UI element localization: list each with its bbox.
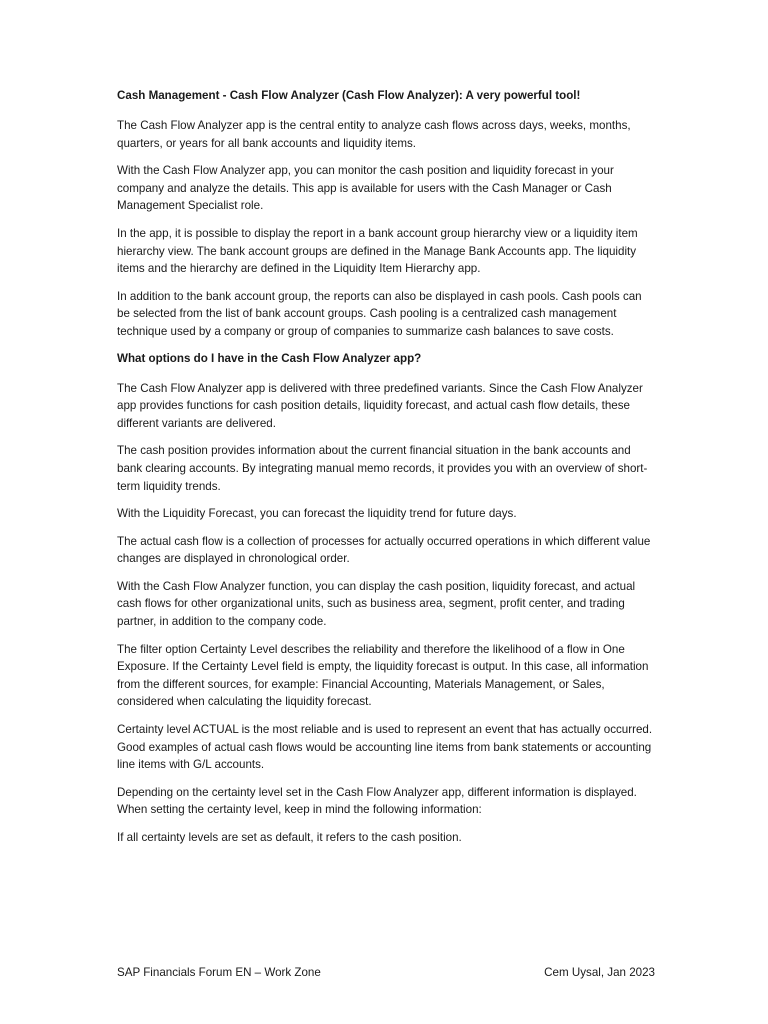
paragraph: Certainty level ACTUAL is the most reliable and is used to represent an event that has actually occurred. Good examples of actual cash flows would be accounting line items from bank statements or accounting line items with G/L accounts.: [117, 723, 653, 772]
page-footer: [117, 965, 655, 981]
document-title: Cash Management - Cash Flow Analyzer (Cash Flow Analyzer): A very powerful tool!: [117, 89, 581, 102]
footer-right: Cem Uysal, Jan 2023: [544, 966, 655, 979]
paragraph: If all certainty levels are set as default, it refers to the cash position.: [117, 831, 462, 844]
paragraph: The Cash Flow Analyzer app is delivered with three predefined variants. Since the Cash Flow Analyzer app provides functions for cash position details, liquidity forecast, and actual cash flow details, these different variants are delivered.: [117, 381, 643, 430]
paragraph: Depending on the certainty level set in the Cash Flow Analyzer app, different information is displayed. When setting the certainty level, keep in mind the following information:: [117, 785, 637, 817]
footer-left: SAP Financials Forum EN – Work Zone: [117, 966, 321, 979]
paragraph: The cash position provides information about the current financial situation in the bank accounts and bank clearing accounts. By integrating manual memo records, it provides you with an overview of short-term liquidity trends.: [117, 444, 648, 493]
paragraph: With the Cash Flow Analyzer app, you can monitor the cash position and liquidity forecast in your company and analyze the details. This app is available for users with the Cash Manager or Cash Management Specialist role.: [117, 164, 614, 213]
paragraph: The actual cash flow is a collection of processes for actually occurred operations in which different value changes are displayed in chronological order.: [117, 534, 651, 566]
paragraph: The filter option Certainty Level describes the reliability and therefore the likelihood of a flow in One Exposure. If the Certainty Level field is empty, the liquidity forecast is output. In this case, all information from the different sources, for example: Financial Accounting, Materials Management, or Sales, considered when calculating the liquidity forecast.: [117, 642, 649, 709]
paragraph: The Cash Flow Analyzer app is the central entity to analyze cash flows across days, weeks, months, quarters, or years for all bank accounts and liquidity items.: [117, 119, 631, 150]
paragraph: In addition to the bank account group, the reports can also be displayed in cash pools. Cash pools can be selected from the list of bank account groups. Cash pooling is a centralized cash management technique used by a company or group of companies to summarize cash balances to save costs.: [117, 289, 642, 338]
paragraph: With the Liquidity Forecast, you can forecast the liquidity trend for future days.: [117, 507, 517, 521]
section-heading: What options do I have in the Cash Flow Analyzer app?: [117, 351, 422, 365]
document-body: [117, 88, 655, 857]
paragraph: With the Cash Flow Analyzer function, you can display the cash position, liquidity forecast, and actual cash flows for other organizational units, such as business area, segment, profit center, and trading partner, in addition to the company code.: [117, 579, 636, 629]
paragraph: In the app, it is possible to display the report in a bank account group hierarchy view or a liquidity item hierarchy view. The bank account groups are defined in the Manage Bank Accounts app. The liquidity items and the hierarchy are defined in the Liquidity Item Hierarchy app.: [117, 226, 638, 276]
